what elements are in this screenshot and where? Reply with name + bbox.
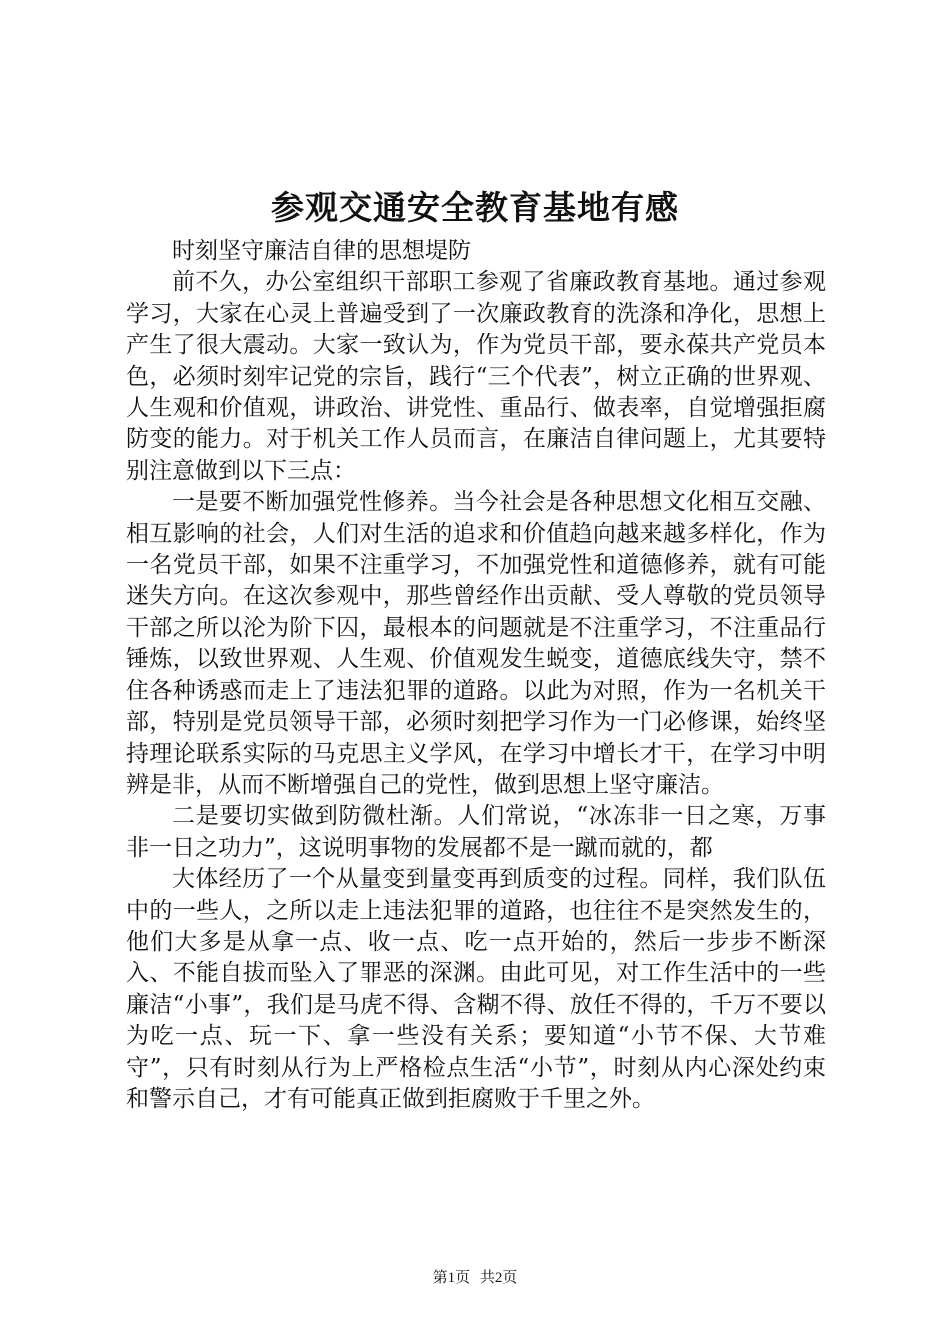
intro-paragraph: 前不久，办公室组织干部职工参观了省廉政教育基地。通过参观学习，大家在心灵上普遍受到了一次廉政教育的洗涤和净化，思想上产生了很大震动。大家一致认为，作为党员干部，要永葆共产党员本色，必须时刻牢记党的宗旨，践行“三个代表”，树立正确的世界观、人生观和价值观，讲政治、讲党性、重品行、做表率，自觉增强拒腐防变的能力。对于机关工作人员而言，在廉洁自律问题上，尤其要特别注意做到以下三点： <box>126 269 826 484</box>
page-footer <box>0 1268 950 1288</box>
point-two-paragraph: 二是要切实做到防微杜渐。人们常说，“冰冻非一日之寒，万事非一日之功力”，这说明事物的发展都不是一蹴而就的，都 <box>126 803 826 861</box>
subtitle-paragraph: 时刻坚守廉洁自律的思想堤防 <box>172 238 471 264</box>
document-body <box>126 236 826 1115</box>
document-title: 参观交通安全教育基地有感 <box>271 188 679 227</box>
point-two-continued-paragraph: 大体经历了一个从量变到量变再到质变的过程。同样，我们队伍中的一些人，之所以走上违法犯罪的道路，也往往不是突然发生的，他们大多是从拿一点、收一点、吃一点开始的，然后一步步不断深入、不能自拔而坠入了罪恶的深渊。由此可见，对工作生活中的一些廉洁“小事”，我们是马虎不得、含糊不得、放任不得的，千万不要以为吃一点、玩一下、拿一些没有关系；要知道“小节不保、大节难守”，只有时刻从行为上严格检点生活“小节”，时刻从内心深处约束和警示自己，才有可能真正做到拒腐败于千里之外。 <box>126 866 826 1112</box>
page-total: 共2页 <box>479 1270 518 1286</box>
point-one-paragraph: 一是要不断加强党性修养。当今社会是各种思想文化相互交融、相互影响的社会，人们对生活的追求和价值趋向越来越多样化，作为一名党员干部，如果不注重学习，不加强党性和道德修养，就有可能迷失方向。在这次参观中，那些曾经作出贡献、受人尊敬的党员领导干部之所以沦为阶下囚，最根本的问题就是不注重学习，不注重品行锤炼，以致世界观、人生观、价值观发生蜕变，道德底线失守，禁不住各种诱惑而走上了违法犯罪的道路。以此为对照，作为一名机关干部，特别是党员领导干部，必须时刻把学习作为一门必修课，始终坚持理论联系实际的马克思主义学风，在学习中增长才干，在学习中明辨是非，从而不断增强自己的党性，做到思想上坚守廉洁。 <box>126 489 826 798</box>
page-number: 第1页 <box>432 1270 471 1286</box>
